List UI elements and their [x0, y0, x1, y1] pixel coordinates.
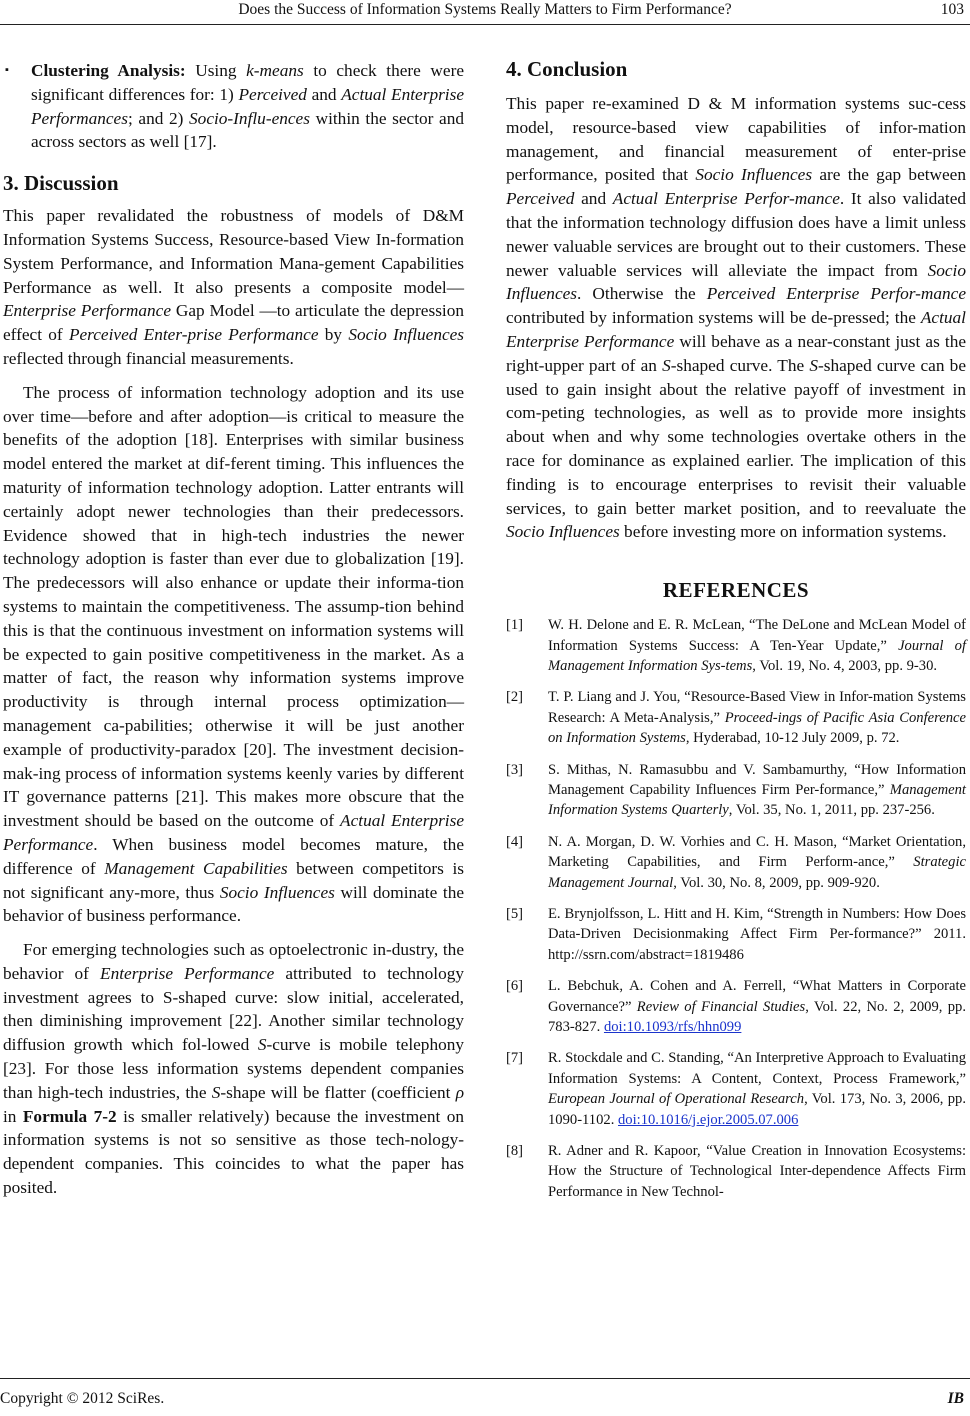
copyright-notice: Copyright © 2012 SciRes. [0, 1390, 165, 1407]
square-bullet-icon: ▪ [5, 64, 9, 76]
left-column [3, 56, 464, 1200]
reference-item: [8] R. Adner and R. Kapoor, “Value Creation in Innovation Ecosystems: How the Structure of Technological Inter-dependence Affects Firm Performance in New Technol- [506, 1143, 966, 1200]
reference-number: [2] [506, 689, 524, 706]
conclusion-paragraph: This paper re-examined D & M information systems suc-cess model, resource-based view capabilities of infor-mation management, and financial measurement of enter-prise performance, posited that Socio Influences are the gap between Perceived and Actual Enterprise Perfor-mance. It also validated that the information technology diffusion does have a limit unless newer valuable services are brought out to their customers. These newer valuable services will alleviate the impact from Socio Influences. Otherwise the Perceived Enterprise Perfor-mance contributed by information systems will be de-pressed; the Actual Enterprise Performance will behave as a near-constant just as the right-upper part of an S-shaped curve. The S-shaped curve can be used to gain insight about the relative payoff of investment in com-peting technologies, as well as to provide more insights about when and why some technologies overtake others in the race for dominance as explained earlier. The implication of this finding is to encourage enterprises to revisit their valuable services, to gain better market position, and to reevaluate the Socio Influences before investing more on information systems. [506, 94, 967, 542]
doi-link[interactable]: doi:10.1093/rfs/hhn099 [603, 1019, 742, 1036]
reference-number: [4] [506, 833, 524, 850]
running-title: Does the Success of Information Systems Really Matters to Firm Performance? [238, 1, 732, 18]
page-footer [0, 1378, 970, 1408]
doi-link[interactable]: doi:10.1016/j.ejor.2005.07.006 [618, 1111, 799, 1128]
conclusion-heading: 4. Conclusion [506, 57, 628, 81]
reference-item: [3] S. Mithas, N. Ramasubbu and V. Sambamurthy, “How Information Management Capability Influences Firm Per-formance,” Management Information Systems Quarterly, Vol. 35, No. 1, 2011, pp. 237-256. [506, 761, 966, 819]
bullet-label: Clustering Analysis: [31, 61, 186, 80]
reference-number: [1] [506, 617, 524, 634]
reference-number: [7] [506, 1050, 524, 1067]
discussion-paragraph-1: This paper revalidated the robustness of models of D&M Information Systems Success, Resource-based View In-formation System Performance, and Information Mana-gement Capabilities Performance as well. It also presents a composite model—Enterprise Performance Gap Model —to articulate the depression effect of Perceived Enter-prise Performance by Socio Influences reflected through financial measurements. [3, 206, 465, 368]
page-number: 103 [940, 1, 964, 18]
reference-number: [5] [506, 906, 524, 923]
bullet-text: Clustering Analysis: Using k-means to check there were significant differences for: 1) Perceived and Actual Enterprise Performances; and 2) Socio-Influ-ences within the sector and across sectors as well [17]. [31, 61, 465, 152]
discussion-paragraph-3: For emerging technologies such as optoelectronic in-dustry, the behavior of Enterprise Performance attributed to technology investment agrees to S-shaped curve: slow initial, accelerated, then diminishing improvement [22]. Another similar technology diffusion growth which fol-lowed S-curve is mobile telephony [23]. For those less information systems dependent companies than high-tech industries, the S-shape will be flatter (coefficient ρ in Formula 7-2 is smaller relatively) because the investment on information systems is not so sensitive as those tech-nology-dependent companies. This coincides to what the paper has posited. [3, 940, 465, 1198]
references-heading: REFERENCES [662, 578, 810, 603]
reference-item: [4] N. A. Morgan, D. W. Vorhies and C. H. Mason, “Market Orientation, Marketing Capabilities, and Firm Perform-ance,” Strategic Management Journal, Vol. 30, No. 8, 2009, pp. 909-920. [506, 833, 966, 891]
footer-rule [0, 1378, 970, 1379]
reference-number: [6] [506, 978, 524, 995]
reference-item: [7] R. Stockdale and C. Standing, “An Interpretive Approach to Evaluating Information Systems: A Content, Context, Process Framework,” European Journal of Operational Research, Vol. 173, No. 3, 2006, pp. 1090-1102. doi:10.1016/j.ejor.2005.07.006 [506, 1050, 966, 1128]
journal-abbrev: IB [947, 1390, 964, 1407]
header-rule [0, 24, 970, 25]
discussion-heading: 3. Discussion [3, 171, 119, 196]
reference-number: [8] [506, 1143, 524, 1160]
right-column [506, 56, 966, 1213]
reference-item: [2] T. P. Liang and J. You, “Resource-Based View in Infor-mation Systems Research: A Meta-Analysis,” Proceed-ings of Pacific Asia Conference on Information Systems, Hyderabad, 10-12 July 2009, p. 72. [506, 689, 966, 747]
reference-list [506, 615, 966, 1202]
reference-item: [5] E. Brynjolfsson, L. Hitt and H. Kim, “Strength in Numbers: How Does Data-Driven Decisionmaking Affect Firm Per-formance?” 2011. http://ssrn.com/abstract=1819486 [506, 906, 966, 963]
reference-item: [6] L. Bebchuk, A. Cohen and A. Ferrell, “What Matters in Corporate Governance?” Review of Financial Studies, Vol. 22, No. 2, 2009, pp. 783-827. doi:10.1093/rfs/hhn099 [506, 978, 966, 1036]
running-header [0, 0, 970, 24]
discussion-paragraph-2: The process of information technology adoption and its use over time—before and after adoption—is critical to measure the benefits of the adoption [18]. Enterprises with similar business model entered the market at dif-ferent timing. This influences the maturity of information technology adoption. Latter entrants will certainly adopt newer technologies than their predecessors. Evidence showed that in high-tech industries the newer technology adoption is faster than ever due to globalization [19]. The predecessors will also enhance or update their informa-tion systems to maintain the competitiveness. The assump-tion behind this is that the continuous investment on information systems will be expected to gain positive competitiveness in the market. As a matter of fact, the reason why information systems improve productivity is through internal process optimization—management ca-pabilities; otherwise it will be just another example of productivity-paradox [20]. The investment decision-mak-ing process of information systems keenly varies by different IT governance patterns [21]. This makes more obscure that the investment should be based on the outcome of Actual Enterprise Performance. When business model becomes mature, the difference of Management Capabilities between competitors is not significant any-more, thus Socio Influences will dominate the behavior of business performance. [3, 382, 465, 926]
reference-number: [3] [506, 761, 524, 778]
reference-item: [1] W. H. Delone and E. R. McLean, “The DeLone and McLean Model of Information Systems Success: A Ten-Year Update,” Journal of Management Information Sys-tems, Vol. 19, No. 4, 2003, pp. 9-30. [506, 617, 966, 674]
clustering-bullet [3, 59, 464, 154]
